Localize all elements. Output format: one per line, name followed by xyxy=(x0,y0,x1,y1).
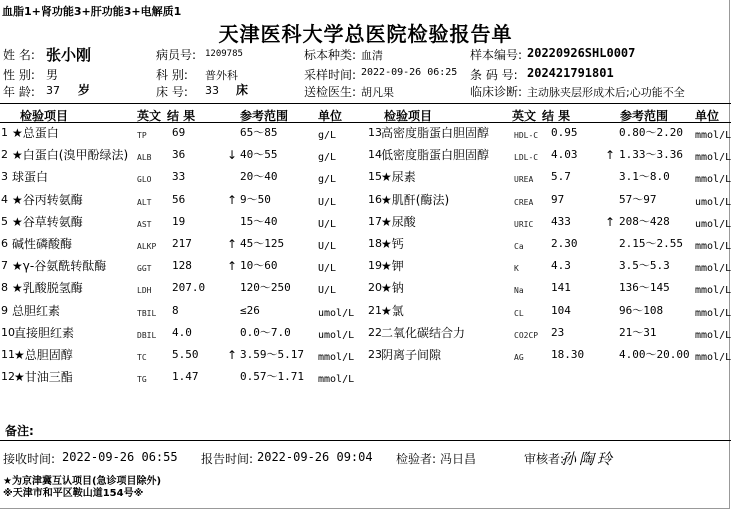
test-name: ★钾 xyxy=(381,259,404,274)
table-row xyxy=(0,279,731,301)
row-number: 8 xyxy=(1,281,8,295)
dept-label: 科 别: xyxy=(156,68,188,82)
reference-range: 15～40 xyxy=(240,214,278,228)
test-result: 23 xyxy=(551,325,565,339)
test-abbr: URIC xyxy=(514,219,534,229)
test-abbr: TG xyxy=(137,375,147,385)
reference-range: 9～50 xyxy=(240,192,271,206)
test-result: 217 xyxy=(172,237,192,250)
reference-range: 0.0～7.0 xyxy=(240,325,291,339)
test-unit: mmol/L xyxy=(695,285,731,297)
test-unit: mmol/L xyxy=(695,263,731,275)
test-unit: umol/L xyxy=(318,329,355,341)
bed-number: 33 xyxy=(205,84,219,97)
test-result: 0.95 xyxy=(551,126,578,139)
test-abbr: ALB xyxy=(137,153,152,163)
test-abbr: AST xyxy=(137,219,152,229)
test-unit: g/L xyxy=(318,130,337,141)
table-row xyxy=(0,324,731,346)
col-item-2: 检验项目 xyxy=(384,109,433,123)
test-result: 33 xyxy=(172,170,186,184)
test-abbr: TP xyxy=(137,131,147,140)
test-result: 36 xyxy=(172,148,186,162)
reference-range: 3.1～8.0 xyxy=(619,170,670,184)
row-number: 19 xyxy=(368,259,382,273)
test-unit: mmol/L xyxy=(695,130,731,141)
patient-sex: 男 xyxy=(46,68,59,82)
test-abbr: CREA xyxy=(514,197,534,207)
reference-range: 208～428 xyxy=(619,214,670,228)
test-name: ★白蛋白(溴甲酚绿法) xyxy=(12,148,129,163)
col-range: 参考范围 xyxy=(240,109,289,123)
row-number: 15 xyxy=(368,170,382,184)
barcode-label: 条 码 号: xyxy=(470,68,518,82)
test-name: 高密度脂蛋白胆固醇 xyxy=(381,126,490,140)
report-time: 2022-09-26 09:04 xyxy=(257,450,373,464)
table-row xyxy=(0,346,731,368)
row-number: 3 xyxy=(1,170,8,184)
receive-time: 2022-09-26 06:55 xyxy=(62,450,178,464)
bed-unit: 床 xyxy=(236,83,249,97)
row-number: 14 xyxy=(368,148,382,162)
col-unit-2: 单位 xyxy=(695,109,720,123)
collect-label: 采样时间: xyxy=(304,68,357,82)
test-name: ★谷丙转氨酶 xyxy=(12,192,83,207)
test-name: 直接胆红素 xyxy=(14,325,75,340)
test-result: 433 xyxy=(551,214,571,228)
tester-name: 冯日昌 xyxy=(440,452,477,466)
abnormal-flag: ↑ xyxy=(227,237,238,251)
col-result-2: 结 果 xyxy=(542,109,571,123)
col-unit: 单位 xyxy=(318,109,343,123)
test-unit: mmol/L xyxy=(318,352,355,363)
test-unit: U/L xyxy=(318,241,337,252)
row-number: 5 xyxy=(1,214,8,228)
row-number: 17 xyxy=(368,214,382,228)
doctor-label: 送检医生: xyxy=(304,85,357,99)
test-unit: mmol/L xyxy=(695,174,731,186)
test-abbr: LDH xyxy=(137,286,152,296)
test-unit: umol/L xyxy=(318,307,355,319)
table-row xyxy=(0,168,731,190)
test-result: 4.0 xyxy=(172,325,192,339)
report-title: 天津医科大学总医院检验报告单 xyxy=(218,22,513,46)
test-name: ★尿素 xyxy=(381,170,416,185)
test-name: 阴离子间隙 xyxy=(381,348,442,362)
name-label: 姓 名: xyxy=(3,48,35,62)
row-number: 13 xyxy=(368,126,382,139)
test-abbr: Ca xyxy=(514,242,524,251)
test-name: ★肌酐(酶法) xyxy=(381,192,450,207)
reference-range: 136～145 xyxy=(619,281,670,295)
test-name: ★甘油三酯 xyxy=(14,370,73,385)
abnormal-flag: ↑ xyxy=(227,348,238,362)
record-number: 1209785 xyxy=(205,49,243,59)
test-result: 4.3 xyxy=(551,259,571,273)
table-row xyxy=(0,302,731,324)
reference-range: 120～250 xyxy=(240,281,291,295)
test-unit: umol/L xyxy=(695,196,731,208)
abnormal-flag: ↓ xyxy=(227,148,238,163)
test-abbr: LDL-C xyxy=(514,153,539,163)
sex-label: 性 别: xyxy=(3,68,35,82)
reference-range: 57～97 xyxy=(619,192,657,206)
test-abbr: ALKP xyxy=(137,242,157,251)
test-name: ★钠 xyxy=(381,281,404,296)
test-abbr: AG xyxy=(514,353,524,362)
row-number: 7 xyxy=(1,259,8,273)
specimen-type: 血清 xyxy=(361,49,383,62)
row-number: 2 xyxy=(1,148,8,162)
row-number: 20 xyxy=(368,281,382,295)
bed-label: 床 号: xyxy=(156,85,188,99)
reviewer-label: 审核者: xyxy=(524,452,565,466)
test-name: ★总胆固醇 xyxy=(14,348,73,362)
table-row xyxy=(0,146,731,168)
row-number: 18 xyxy=(368,237,382,250)
receive-label: 接收时间: xyxy=(3,452,56,466)
reference-range: 2.15～2.55 xyxy=(619,237,683,250)
test-name: ★乳酸脱氢酶 xyxy=(12,281,83,296)
department: 普外科 xyxy=(205,69,238,82)
abnormal-flag: ↑ xyxy=(227,192,238,207)
remark-label: 备注: xyxy=(5,424,34,438)
test-name: ★尿酸 xyxy=(381,214,416,229)
patient-age: 37 xyxy=(46,84,60,97)
col-result: 结 果 xyxy=(167,109,196,123)
row-number: 23 xyxy=(368,348,382,361)
test-result: 104 xyxy=(551,303,571,317)
test-result: 8 xyxy=(172,303,179,317)
test-name: ★钙 xyxy=(381,237,404,251)
test-result: 18.30 xyxy=(551,348,585,361)
test-unit: g/L xyxy=(318,174,337,186)
test-unit: mmol/L xyxy=(695,152,731,164)
row-number: 16 xyxy=(368,192,382,206)
test-unit: mmol/L xyxy=(695,352,731,363)
tester-label: 检验者: xyxy=(396,452,437,466)
report-label: 报告时间: xyxy=(201,452,254,466)
test-unit: mmol/L xyxy=(695,307,731,319)
reference-range: 40～55 xyxy=(240,148,278,162)
reference-range: 20～40 xyxy=(240,170,278,184)
test-name: 总胆红素 xyxy=(12,303,61,318)
test-abbr: GLO xyxy=(137,175,152,185)
table-row xyxy=(0,257,731,279)
test-abbr: UREA xyxy=(514,175,534,185)
reference-range: 0.80～2.20 xyxy=(619,126,683,139)
table-row xyxy=(0,191,731,213)
reference-range: 3.5～5.3 xyxy=(619,259,670,273)
table-row xyxy=(0,124,731,146)
test-name: ★谷草转氨酶 xyxy=(12,214,83,229)
test-abbr: K xyxy=(514,264,519,274)
test-abbr: CO2CP xyxy=(514,330,539,340)
test-abbr: CL xyxy=(514,308,524,318)
table-row xyxy=(0,213,731,235)
test-result: 1.47 xyxy=(172,370,199,384)
test-unit: g/L xyxy=(318,152,337,164)
reference-range: ≤26 xyxy=(240,303,260,317)
test-result: 69 xyxy=(172,126,186,139)
reference-range: 1.33～3.36 xyxy=(619,148,683,162)
row-number: 12 xyxy=(1,370,15,384)
diagnosis-label: 临床诊断: xyxy=(470,85,523,99)
row-number: 1 xyxy=(1,126,8,139)
reference-range: 0.57～1.71 xyxy=(240,370,304,384)
specimen-label: 标本种类: xyxy=(304,48,357,62)
test-unit: mmol/L xyxy=(318,374,355,386)
patient-name: 张小刚 xyxy=(46,46,92,64)
test-name: 球蛋白 xyxy=(12,170,49,185)
reference-range: 96～108 xyxy=(619,303,664,317)
row-number: 22 xyxy=(368,325,382,339)
row-number: 21 xyxy=(368,303,382,317)
test-name: 二氧化碳结合力 xyxy=(381,325,466,340)
test-name: 碱性磷酸酶 xyxy=(12,237,73,251)
row-number: 4 xyxy=(1,192,8,206)
address-note: ※天津市和平区鞍山道154号※ xyxy=(3,488,144,499)
reference-range: 45～125 xyxy=(240,237,285,250)
test-unit: U/L xyxy=(318,218,337,230)
referring-doctor: 胡凡果 xyxy=(361,86,394,99)
test-abbr: DBIL xyxy=(137,330,157,340)
abnormal-flag: ↑ xyxy=(605,214,616,229)
row-number: 10 xyxy=(1,325,15,339)
test-unit: umol/L xyxy=(695,218,731,230)
reference-range: 21～31 xyxy=(619,325,657,339)
col-item: 检验项目 xyxy=(20,109,69,123)
abnormal-flag: ↑ xyxy=(605,148,616,163)
divider-header xyxy=(0,122,731,123)
collect-time: 2022-09-26 06:25 xyxy=(361,67,458,78)
barcode-number: 202421791801 xyxy=(527,66,614,80)
test-result: 5.7 xyxy=(551,170,571,184)
reviewer-signature: 孙陶玲 xyxy=(561,450,616,468)
clinical-diagnosis: 主动脉夹层形成术后;心功能不全 xyxy=(527,86,685,99)
test-abbr: GGT xyxy=(137,264,152,274)
test-name: ★氯 xyxy=(381,303,404,318)
row-number: 9 xyxy=(1,303,8,317)
test-abbr: TBIL xyxy=(137,308,157,318)
test-unit: U/L xyxy=(318,196,337,208)
sample-label: 样本编号: xyxy=(470,48,523,62)
col-range-2: 参考范围 xyxy=(620,109,669,123)
test-unit: mmol/L xyxy=(695,329,731,341)
row-number: 6 xyxy=(1,237,8,250)
reference-range: 3.59～5.17 xyxy=(240,348,304,361)
reference-range: 65～85 xyxy=(240,126,278,139)
reference-range: 4.00～20.00 xyxy=(619,348,690,361)
test-result: 2.30 xyxy=(551,237,578,250)
record-label: 病员号: xyxy=(156,48,197,62)
col-abbr: 英文 xyxy=(137,109,162,123)
test-result: 4.03 xyxy=(551,148,578,162)
test-abbr: TC xyxy=(137,353,147,362)
test-unit: U/L xyxy=(318,285,337,297)
age-unit: 岁 xyxy=(78,83,91,97)
test-result: 141 xyxy=(551,281,571,295)
test-name: 低密度脂蛋白胆固醇 xyxy=(381,148,490,163)
divider-top xyxy=(0,103,731,104)
table-row xyxy=(0,235,731,257)
mutual-recognition-note: ★为京津冀互认项目(急诊项目除外) xyxy=(3,476,162,487)
test-name: ★γ-谷氨酰转酞酶 xyxy=(12,259,107,274)
test-unit: mmol/L xyxy=(695,241,731,252)
reference-range: 10～60 xyxy=(240,259,278,273)
test-result: 207.0 xyxy=(172,281,206,295)
divider-footer xyxy=(0,440,731,441)
sample-number: 20220926SHL0007 xyxy=(527,46,636,60)
table-row xyxy=(0,368,731,390)
test-panel-tag: 血脂1+肾功能3+肝功能3+电解质1 xyxy=(2,5,182,18)
test-abbr: ALT xyxy=(137,197,152,207)
test-abbr: Na xyxy=(514,286,524,296)
test-name: ★总蛋白 xyxy=(12,126,59,140)
test-unit: U/L xyxy=(318,263,337,275)
age-label: 年 龄: xyxy=(3,85,35,99)
abnormal-flag: ↑ xyxy=(227,259,238,274)
col-abbr-2: 英文 xyxy=(512,109,537,123)
test-abbr: HDL-C xyxy=(514,131,539,140)
test-result: 56 xyxy=(172,192,186,206)
test-result: 128 xyxy=(172,259,192,273)
test-result: 97 xyxy=(551,192,565,206)
test-result: 19 xyxy=(172,214,186,228)
test-result: 5.50 xyxy=(172,348,199,361)
row-number: 11 xyxy=(1,348,15,361)
